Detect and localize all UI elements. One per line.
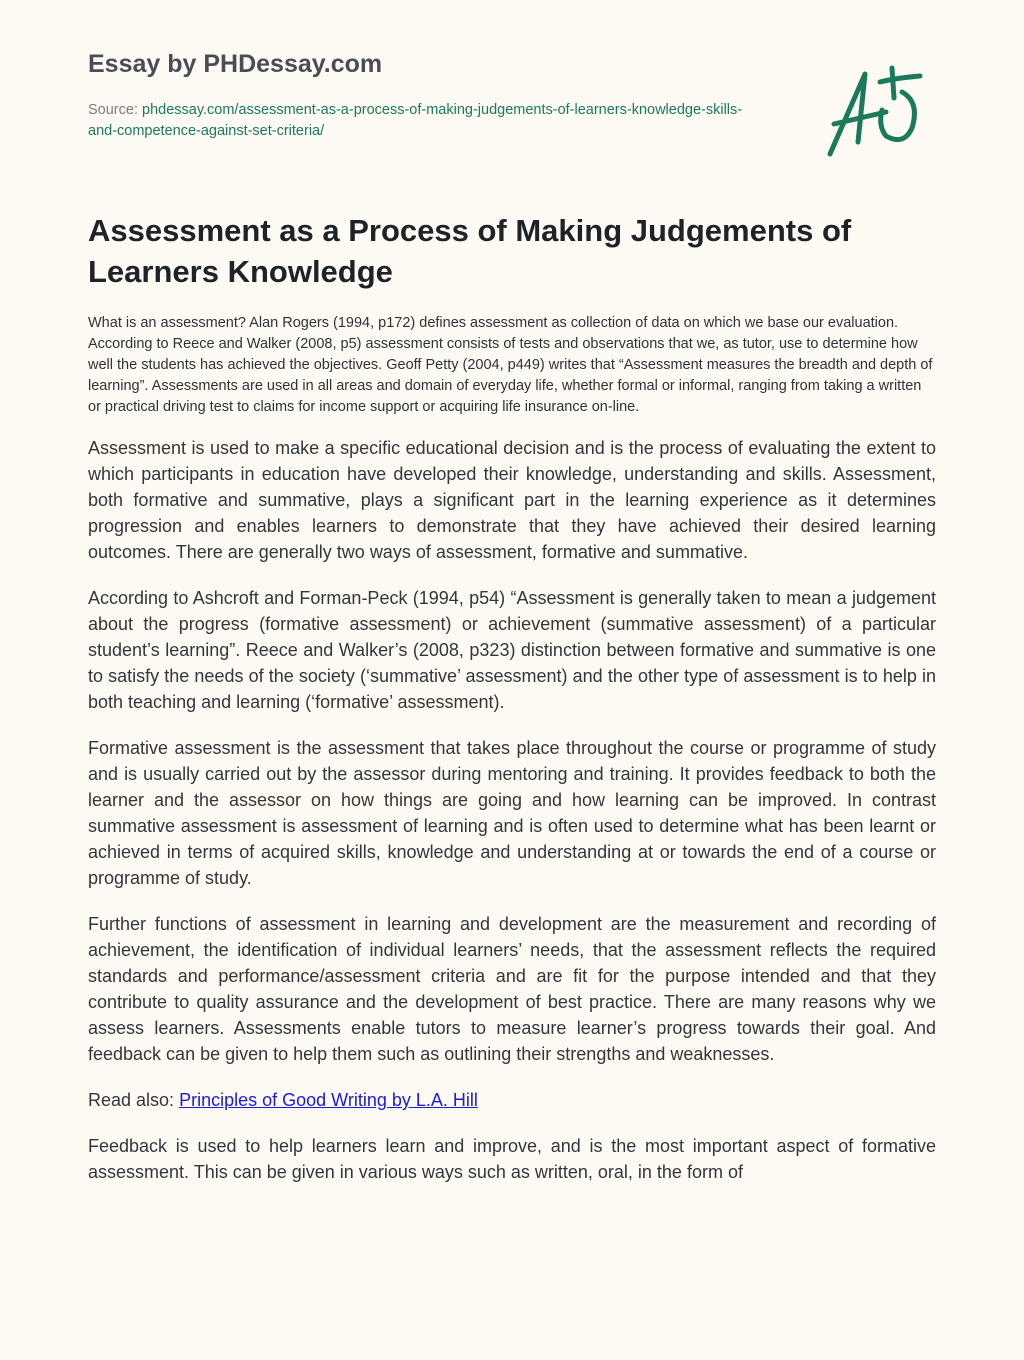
paragraph: According to Ashcroft and Forman-Peck (1994, p54) “Assessment is generally taken to mean a judgement about the progress (formative assessment) or achievement (summative assessment) of a particular student’s learning”. Reece and Walker’s (2008, p323) distinction between formative and summative is one to satisfy the needs of the society (‘summative’ assessment) and the other type of assessment is to help in both teaching and learning (‘formative’ assessment). bbox=[88, 588, 936, 712]
read-also-link[interactable]: Principles of Good Writing by L.A. Hill bbox=[179, 1090, 478, 1110]
paragraph: Formative assessment is the assessment that takes place throughout the course or programme of study and is usually carried out by the assessor during mentoring and training. It provides feedback to both the learner and the assessor on how things are going and how learning can be improved. In contrast summative assessment is assessment of learning and is often used to determine what has been learnt or achieved in terms of acquired skills, knowledge and understanding at or towards the end of a course or programme of study. bbox=[88, 738, 936, 888]
source-link[interactable]: phdessay.com/assessment-as-a-process-of-making-judgements-of-learners-knowledge-skills-and-competence-against-set-criteria/ bbox=[88, 102, 743, 139]
source-line bbox=[88, 100, 768, 142]
site-title: Essay by PHDessay.com bbox=[88, 50, 383, 78]
paragraph: Assessment is used to make a specific educational decision and is the process of evaluating the extent to which participants in education have developed their knowledge, understanding and skills. Assessment, both formative and summative, plays a significant part in the learning experience as it determines progression and enables learners to demonstrate that they have achieved their desired learning outcomes. There are generally two ways of assessment, formative and summative. bbox=[88, 438, 936, 562]
paragraph: Feedback is used to help learners learn and improve, and is the most important aspect of formative assessment. This can be given in various ways such as written, oral, in the form of bbox=[88, 1136, 936, 1182]
article-title: Assessment as a Process of Making Judgements of Learners Knowledge bbox=[88, 213, 852, 289]
paragraph: Further functions of assessment in learning and development are the measurement and recording of achievement, the identification of individual learners’ needs, that the assessment reflects the required standards and performance/assessment criteria and are fit for the purpose intended and that they contribute to quality assurance and the development of best practice. There are many reasons why we assess learners. Assessments enable tutors to measure learner’s progress towards their goal. And feedback can be given to help them such as outlining their strengths and weaknesses. bbox=[88, 914, 936, 1064]
read-also-label: Read also: bbox=[88, 1090, 175, 1110]
source-label: Source: bbox=[88, 102, 138, 118]
a-plus-logo bbox=[820, 62, 930, 162]
intro-paragraph: What is an assessment? Alan Rogers (1994, p172) defines assessment as collection of data on which we base our evaluation. According to Reece and Walker (2008, p5) assessment consists of tests and observations that we, as tutor, use to determine how well the students has achieved the objectives. Geoff Petty (2004, p449) writes that “Assessment measures the breadth and depth of learning”. Assessments are used in all areas and domain of everyday life, whether formal or informal, ranging from taking a written or practical driving test to claims for income support or acquiring life insurance on-line. bbox=[88, 315, 933, 415]
read-also bbox=[88, 1087, 936, 1113]
article-body bbox=[88, 313, 936, 1205]
